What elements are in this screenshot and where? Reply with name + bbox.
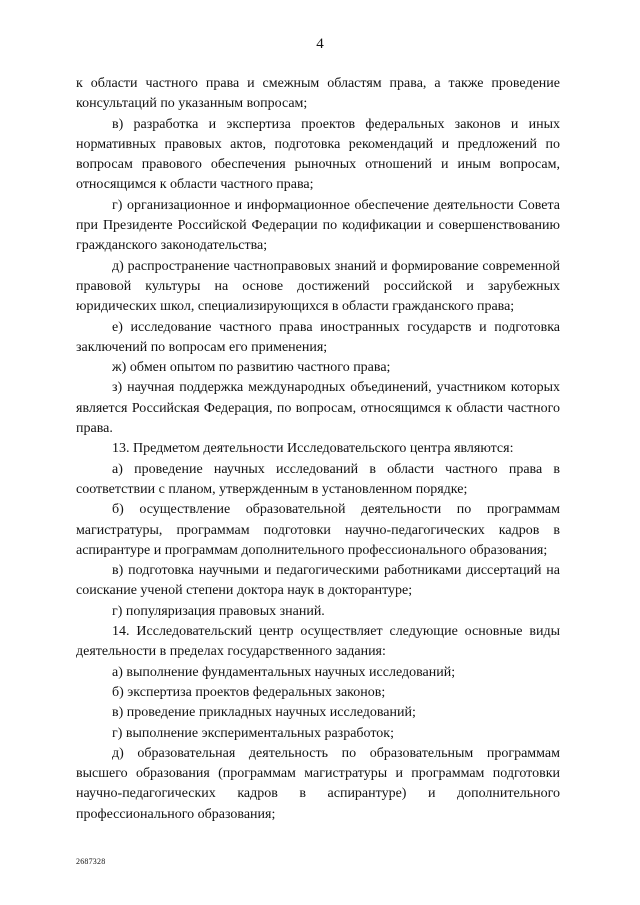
paragraph: г) популяризация правовых знаний.	[112, 603, 325, 619]
paragraph: в) подготовка научными и педагогическими работниками диссертаций на соискание ученой степени доктора наук в докторантуре;	[76, 563, 560, 599]
paragraph: а) проведение научных исследований в области частного права в соответствии с планом, утвержденным в установленном порядке;	[76, 461, 560, 497]
paragraph: ж) обмен опытом по развитию частного права;	[112, 360, 391, 376]
paragraph: е) исследование частного права иностранных государств и подготовка заключений по вопросам его применения;	[76, 319, 560, 355]
paragraph: г) выполнение экспериментальных разработок;	[112, 725, 394, 741]
document-body	[76, 74, 560, 825]
paragraph: 13. Предметом деятельности Исследовательского центра являются:	[112, 441, 514, 457]
paragraph: в) проведение прикладных научных исследований;	[112, 705, 416, 721]
paragraph: а) выполнение фундаментальных научных исследований;	[112, 664, 456, 680]
page-number: 4	[316, 36, 324, 52]
paragraph: 14. Исследовательский центр осуществляет следующие основные виды деятельности в пределах государственного задания:	[76, 624, 560, 660]
paragraph: б) осуществление образовательной деятельности по программам магистратуры, программам подготовки научно-педагогических кадров в аспирантуре и программам дополнительного профессионального образования;	[76, 502, 560, 558]
paragraph: к области частного права и смежным областям права, а также проведение консультаций по указанным вопросам;	[76, 76, 560, 112]
paragraph: д) распространение частноправовых знаний и формирование современной правовой культуры на основе достижений российской и зарубежных юридических школ, специализирующихся в области гражданского права;	[76, 258, 560, 315]
paragraph: г) организационное и информационное обеспечение деятельности Совета при Президенте Российской Федерации по кодификации и совершенствованию гражданского законодательства;	[76, 197, 560, 254]
document-code: 2687328	[76, 857, 106, 866]
paragraph: в) разработка и экспертиза проектов федеральных законов и иных нормативных правовых актов, подготовка рекомендаций и предложений по вопросам правового обеспечения рыночных отношений и иным вопросам, относящимся к области частного права;	[76, 116, 560, 193]
paragraph: д) образовательная деятельность по образовательным программам высшего образования (программам магистратуры и программам подготовки научно-педагогических кадров в аспирантуре) и дополнительного профессионального образования;	[76, 745, 560, 822]
paragraph: б) экспертиза проектов федеральных законов;	[112, 684, 386, 700]
paragraph: з) научная поддержка международных объединений, участником которых является Российская Федерация, по вопросам, относящимся к области частного права.	[76, 380, 560, 437]
